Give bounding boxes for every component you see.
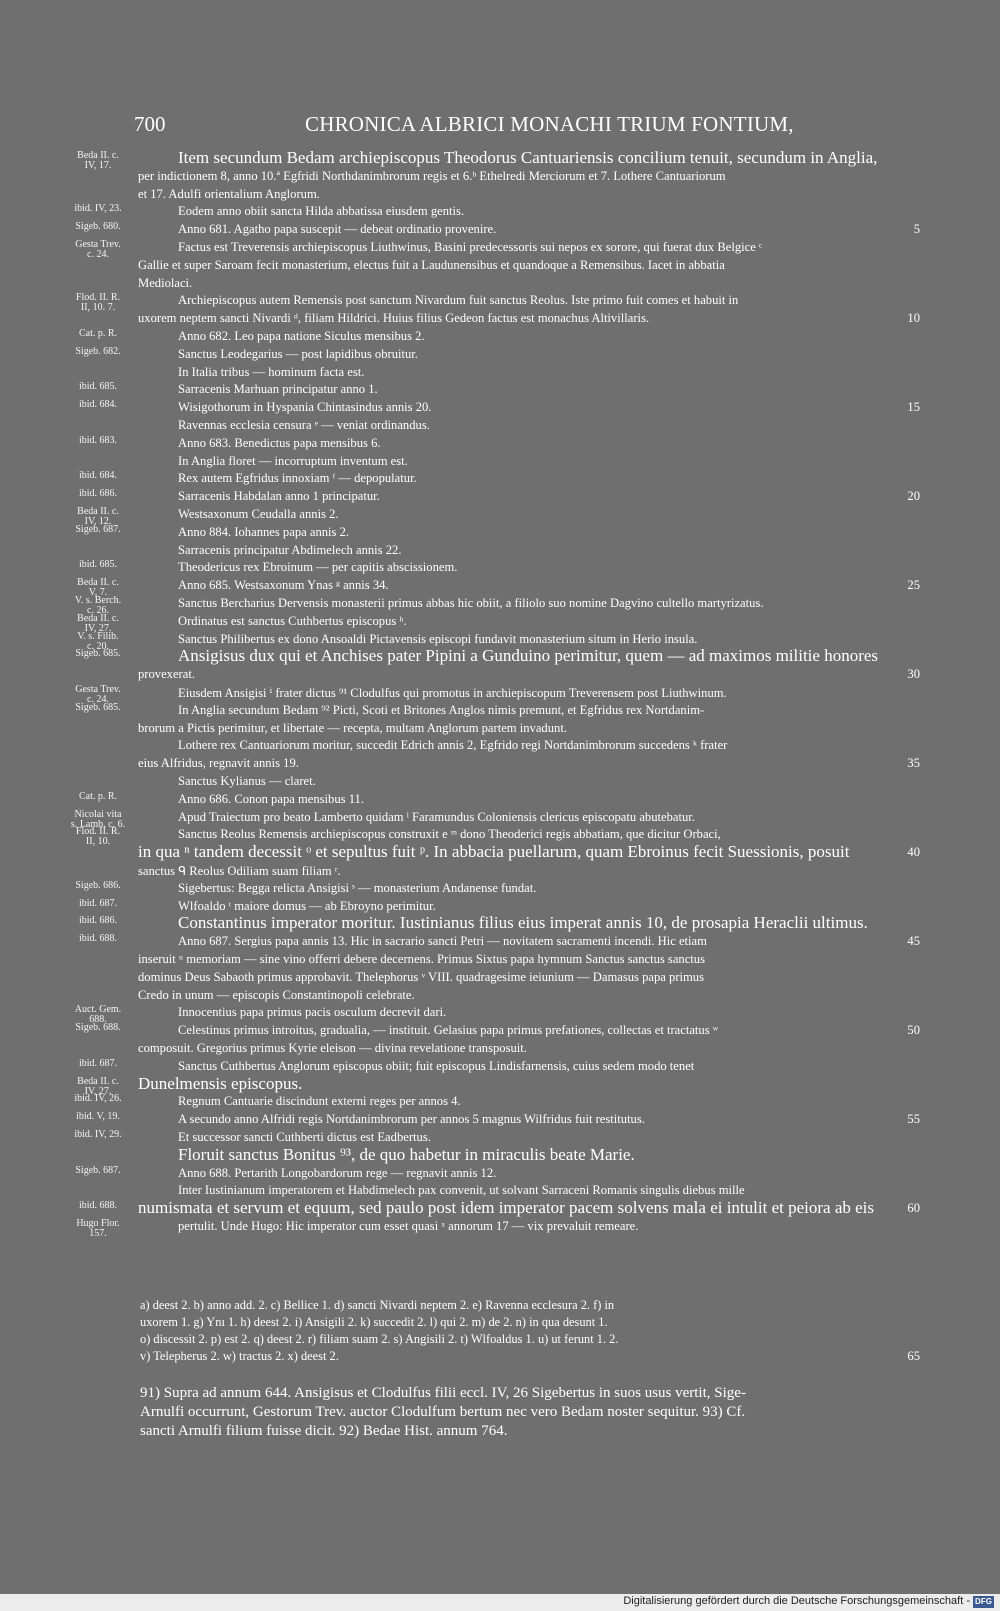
line-number: 5	[913, 222, 920, 237]
text-line	[0, 913, 1000, 934]
text-line	[0, 1023, 1000, 1041]
line-text: Anno 884. Iohannes papa annis 2.	[178, 524, 350, 539]
line-text: uxorem neptem sancti Nivardi ᵈ, filiam Hildrici. Huius filius Gedeon factus est monachus Altivillaris.	[138, 311, 650, 326]
text-line	[0, 685, 1000, 703]
text-line	[0, 1073, 1000, 1097]
source-reference: ibid. 688.	[78, 933, 118, 945]
line-text: Anno 687. Sergius papa annis 13. Hic in sacrario sancti Petri — novitatem sacramenti incendi. Hic etiam	[178, 934, 707, 949]
line-text: Sigebertus: Begga relicta Ansigisi ˢ — monasterium Andanense fundat.	[178, 880, 537, 895]
source-reference: Sigeb. 680.	[75, 221, 121, 233]
source-reference: Sigeb. 686.	[75, 879, 121, 891]
source-reference: Sigeb. 688.	[75, 1022, 121, 1034]
line-text: Sarracenis principatur Abdimelech annis 22.	[178, 542, 402, 557]
line-text: Anno 686. Conon papa mensibus 11.	[178, 791, 364, 806]
variant-line: o) discessit 2. p) est 2. q) deest 2. r) filiam suam 2. s) Angisili 2. t) Wlfoaldus 1. u) ut ferunt 1. 2.	[140, 1332, 619, 1346]
text-line	[0, 329, 1000, 347]
text-line	[0, 418, 1000, 436]
line-text: Westsaxonum Ceudalla annis 2.	[178, 507, 339, 521]
line-text: Ordinatus est sanctus Cuthbertus episcopus ʰ.	[178, 613, 407, 628]
source-reference: ibid. 687.	[78, 897, 118, 909]
line-text: Mediolaci.	[138, 275, 193, 290]
source-reference: ibid. V, 19.	[76, 1111, 120, 1123]
line-text: Constantinus imperator moritur. Iustinianus filius eius imperat annis 10, de prosapia Heraclii ultimus.	[178, 913, 868, 933]
line-text: Sanctus Bercharius Dervensis monasterii primus abbas hic obiit, a filiolo suo nomine Dagvino cultello martyrizatus.	[178, 596, 764, 610]
line-text: Inter Iustinianum imperatorem et Habdimelech pax convenit, ut solvant Sarraceni Romanis singulis diebus mille	[178, 1183, 745, 1198]
line-text: A secundo anno Alfridi regis Nortdanimbrorum per annos 5 magnus Wilfridus fuit restitutus.	[178, 1112, 645, 1127]
line-text: Wlfoaldo ᵗ maiore domus — ab Ebroyno perimitur.	[178, 898, 436, 913]
text-line	[0, 774, 1000, 792]
line-number: 40	[907, 845, 920, 860]
line-text: Sanctus Kylianus — claret.	[178, 774, 316, 788]
text-line	[0, 507, 1000, 525]
text-line	[0, 721, 1000, 739]
source-reference: ibid. 686.	[78, 488, 118, 500]
text-line	[0, 543, 1000, 561]
dfg-logo[interactable]: DFG	[973, 1596, 994, 1608]
line-text: Celestinus primus introitus, gradualia, — instituit. Gelasius papa primus prefationes, collectas et tractatus ʷ	[178, 1023, 719, 1038]
source-reference: ibid. 687.	[78, 1057, 118, 1069]
text-line	[0, 1041, 1000, 1059]
source-reference: Flod. II. R. II, 10. 7.	[75, 292, 121, 314]
line-text: Sanctus Reolus Remensis archiepiscopus construxit e ᵐ dono Theoderici regis abbatiam, que dicitur Orbaci,	[178, 827, 721, 842]
line-text: dominus Deus Sabaoth primus approbavit. Thelephorus ᵛ VIII. quadragesime ieiunium — Damasus papa primus	[138, 969, 705, 984]
text-line	[0, 703, 1000, 721]
line-text: Anno 685. Westsaxonum Ynas ᵍ annis 34.	[178, 578, 389, 593]
line-text: Anno 688. Pertarith Longobardorum rege — regnavit annis 12.	[178, 1165, 497, 1180]
line-text: Sanctus Philibertus ex dono Ansoaldi Pictavensis episcopi fundavit monasterium situm in Herio insula.	[178, 631, 698, 646]
text-line	[0, 614, 1000, 632]
line-text: Apud Traiectum pro beato Lamberto quidam ˡ Faramundus Coloniensis clericus episcopatu abutebatur.	[178, 809, 695, 824]
variant-line: a) deest 2. b) anno add. 2. c) Bellice 1. d) sancti Nivardi neptem 2. e) Ravenna ecclesura 2. f) in	[140, 1298, 615, 1312]
line-number: 30	[907, 667, 920, 682]
line-text: Floruit sanctus Bonitus ⁹³, de quo habetur in miraculis beate Marie.	[178, 1144, 635, 1164]
line-number: 20	[907, 489, 920, 504]
line-text: Dunelmensis episcopus.	[138, 1073, 303, 1093]
text-line	[0, 187, 1000, 205]
line-text: sanctus ᑫ Reolus Odiliam suam filiam ʳ.	[138, 864, 341, 878]
text-line	[0, 276, 1000, 294]
text-line	[0, 169, 1000, 187]
line-text: In Italia tribus — hominum facta est.	[178, 364, 365, 379]
line-text: inseruit ᵘ memoriam — sine vino offerri debere decernens. Primus Sixtus papa hymnum Sanctus sanctus sanctus	[138, 952, 706, 966]
footer-bar	[0, 1594, 1000, 1611]
footnote-line: Arnulfi occurrunt, Gestorum Trev. auctor Clodulfum bertum nec vero Bedam noster sequitur. 93) Cf.	[140, 1404, 746, 1420]
text-line	[0, 952, 1000, 970]
source-reference: ibid. 686.	[78, 915, 118, 927]
line-text: Lothere rex Cantuariorum moritur, succedit Edrich annis 2, Egfrido regi Nortdanimbrorum succedens ᵏ frater	[178, 738, 728, 753]
line-text: Ansigisus dux qui et Anchises pater Pipini a Gunduino perimitur, quem — ad maximos militie honores	[178, 646, 879, 666]
source-reference: ibid. IV, 29.	[74, 1129, 122, 1140]
text-line	[0, 222, 1000, 240]
running-title: CHRONICA ALBRICI MONACHI TRIUM FONTIUM,	[305, 112, 794, 136]
source-reference: Beda II. c. IV, 17.	[77, 150, 119, 171]
text-line	[0, 365, 1000, 383]
line-text: composuit. Gregorius primus Kyrie eleison — divina revelatione transposuit.	[138, 1041, 527, 1055]
text-line	[0, 881, 1000, 899]
page-number: 700	[134, 112, 166, 136]
line-text: In Anglia secundum Bedam ⁹² Picti, Scoti et Britones Anglos nimis premunt, et Egfridus rex Nortdanim-	[178, 702, 705, 717]
source-reference: Beda II. c. IV, 27.	[77, 1075, 119, 1097]
text-line	[0, 471, 1000, 489]
text-line	[0, 311, 1000, 329]
text-line	[0, 1112, 1000, 1130]
digitization-credit: Digitalisierung gefördert durch die Deutsche Forschungsgemeinschaft -	[623, 1595, 970, 1607]
line-text: Rex autem Egfridus innoxiam ᶠ — depopulatur.	[178, 471, 417, 486]
source-reference: Hugo Flor. 157.	[76, 1218, 120, 1239]
line-text: Item secundum Bedam archiepiscopus Theodorus Cantuariensis concilium tenuit, secundum in Anglia,	[178, 148, 878, 167]
line-text: Anno 682. Leo papa natione Siculus mensibus 2.	[178, 329, 425, 343]
line-text: et 17. Adulfi orientalium Anglorum.	[138, 186, 320, 201]
text-line	[0, 756, 1000, 774]
text-line	[0, 1144, 1000, 1166]
line-number: 60	[907, 1201, 920, 1216]
text-line	[0, 970, 1000, 988]
source-reference: Sigeb. 687.	[75, 523, 121, 535]
text-line	[0, 400, 1000, 418]
line-text: pertulit. Unde Hugo: Hic imperator cum esset quasi ˣ annorum 17 — vix prevaluit remeare.	[178, 1219, 639, 1233]
line-number: 55	[907, 1112, 920, 1127]
source-reference: V. s. Filib. c. 20.	[77, 630, 119, 652]
text-line	[0, 382, 1000, 400]
text-line	[0, 240, 1000, 258]
source-reference: ibid. 683.	[78, 434, 118, 446]
line-text: Regnum Cantuarie discindunt externi reges per annos 4.	[178, 1094, 461, 1109]
line-text: Sarracenis Marhuan principatur anno 1.	[178, 382, 378, 397]
text-line	[0, 842, 1000, 863]
source-reference: Nicolai vita s. Lamb. c. 6.	[70, 808, 126, 830]
line-text: Sanctus Leodegarius — post lapidibus obruitur.	[178, 346, 418, 361]
text-line	[0, 988, 1000, 1006]
line-number: 10	[907, 311, 920, 326]
line-text: Gallie et super Saroam fecit monasterium, electus fuit a Laudunensibus et quandoque a Remensibus. Iacet in abbatia	[138, 257, 725, 272]
line-text: In Anglia floret — incorruptum inventum est.	[178, 453, 408, 468]
source-reference: ibid. 685.	[78, 559, 118, 571]
text-line	[0, 646, 1000, 667]
source-reference: Gesta Trev. c. 24.	[75, 684, 121, 705]
source-reference: Beda II. c. IV, 12.	[77, 506, 119, 527]
text-line	[0, 204, 1000, 222]
line-text: Factus est Treverensis archiepiscopus Liuthwinus, Basini predecessoris sui nepos ex sorore, qui fuerat dux Belgice ᶜ	[178, 240, 763, 254]
text-line	[0, 1198, 1000, 1219]
text-line	[0, 489, 1000, 507]
source-reference: Beda II. c. V, 7.	[77, 577, 119, 599]
text-line	[0, 667, 1000, 685]
text-line	[0, 347, 1000, 365]
variant-line: uxorem 1. g) Ynı 1. h) deest 2. i) Ansigili 2. k) succedit 2. l) qui 2. m) de 2. n) in qua desunt 1.	[140, 1315, 608, 1329]
text-line	[0, 596, 1000, 614]
source-reference: ibid. IV, 23.	[74, 203, 122, 215]
line-text: Et successor sancti Cuthberti dictus est Eadbertus.	[178, 1130, 431, 1144]
line-text: brorum a Pictis perimitur, et libertate — recepta, multam Anglorum partem invadunt.	[138, 720, 567, 735]
text-line	[0, 1166, 1000, 1184]
text-line	[0, 436, 1000, 454]
source-reference: Gesta Trev. c. 24.	[75, 239, 121, 260]
line-text: Theodericus rex Ebroinum — per capitis abscissionem.	[178, 560, 458, 575]
source-reference: ibid. 688.	[78, 1200, 118, 1212]
source-reference: ibid. IV, 26.	[74, 1093, 122, 1105]
source-reference: V. s. Berch. c. 26.	[74, 595, 122, 616]
line-text: Anno 681. Agatho papa suscepit — debeat ordinatio provenire.	[178, 222, 497, 237]
text-line	[0, 1094, 1000, 1112]
source-reference: Flod. II. R. II, 10.	[75, 826, 121, 848]
line-text: in qua ⁿ tandem decessit ᵒ et sepultus fuit ᵖ. In abbacia puellarum, quam Ebroinus fecit Suessionis, posuit	[138, 842, 850, 862]
line-number: 50	[907, 1023, 920, 1038]
footnote-line: sancti Arnulfi filium fuisse dicit. 92) Bedae Hist. annum 764.	[140, 1423, 508, 1439]
line-text: eius Alfridus, regnavit annis 19.	[138, 756, 299, 771]
text-line	[0, 1219, 1000, 1237]
line-text: Innocentius papa primus pacis osculum decrevit dari.	[178, 1005, 447, 1020]
source-reference: Cat. p. R.	[78, 328, 118, 339]
text-line	[0, 258, 1000, 276]
source-reference: ibid. 685.	[78, 381, 118, 393]
source-reference: Sigeb. 685.	[75, 648, 121, 660]
text-line	[0, 148, 1000, 171]
line-text: provexerat.	[138, 667, 195, 682]
source-reference: Auct. Gem. 688.	[74, 1004, 122, 1026]
text-line	[0, 863, 1000, 881]
source-reference: Sigeb. 687.	[75, 1164, 121, 1176]
line-text: numismata et servum et equum, sed paulo post idem imperator pacem solvens mala ei intulit et peiora ab eis	[138, 1198, 874, 1218]
text-line	[0, 454, 1000, 472]
text-line	[0, 810, 1000, 828]
source-reference: ibid. 684.	[78, 470, 118, 482]
text-line	[0, 792, 1000, 810]
text-line	[0, 738, 1000, 756]
line-text: Eiusdem Ansigisi ⁱ frater dictus ⁹¹ Clodulfus qui promotus in archiepiscopum Treverensem post Liuthwinum.	[178, 686, 727, 700]
source-reference: Sigeb. 682.	[75, 345, 121, 357]
footnote-line: 91) Supra ad annum 644. Ansigisus et Clodulfus filii eccl. IV, 26 Sigebertus in suos usus vertit, Sige-	[140, 1385, 746, 1401]
text-line	[0, 560, 1000, 578]
line-number: 15	[907, 400, 920, 415]
line-text: Wisigothorum in Hyspania Chintasindus annis 20.	[178, 400, 432, 415]
line-number: 35	[907, 756, 920, 771]
line-text: Sanctus Cuthbertus Anglorum episcopus obiit; fuit episcopus Lindisfarnensis, cuius sedem modo tenet	[178, 1058, 695, 1073]
text-line	[0, 292, 1000, 314]
line-text: Eodem anno obiit sancta Hilda abbatissa eiusdem gentis.	[178, 204, 465, 219]
line-number: 25	[907, 578, 920, 593]
text-line	[0, 525, 1000, 543]
source-reference: Sigeb. 685.	[75, 701, 121, 713]
line-number: 45	[907, 934, 920, 949]
source-reference: Beda II. c. IV, 27.	[77, 612, 119, 634]
source-reference: Cat. p. R.	[78, 790, 118, 802]
text-line	[0, 577, 1000, 599]
line-number: 65	[907, 1349, 920, 1363]
line-text: Sarracenis Habdalan anno 1 principatur.	[178, 489, 380, 504]
source-reference: ibid. 684.	[78, 399, 118, 411]
text-line	[0, 934, 1000, 952]
line-text: Credo in unum — episcopis Constantinopoli celebrate.	[138, 987, 415, 1002]
line-text: Anno 683. Benedictus papa mensibus 6.	[178, 435, 381, 450]
text-line	[0, 1004, 1000, 1026]
variant-line: v) Telepherus 2. w) tractus 2. x) deest 2.	[140, 1349, 339, 1363]
line-text: per indictionem 8, anno 10.ª Egfridi Northdanimbrorum regis et 6.ᵇ Ethelredi Merciorum et 7. Lothere Cantuariorum	[138, 168, 726, 183]
line-text: Ravennas ecclesia censura ᵉ — veniat ordinandus.	[178, 418, 430, 432]
line-text: Archiepiscopus autem Remensis post sanctum Nivardum fuit sanctus Reolus. Iste primo fuit comes et habuit in	[178, 293, 739, 308]
